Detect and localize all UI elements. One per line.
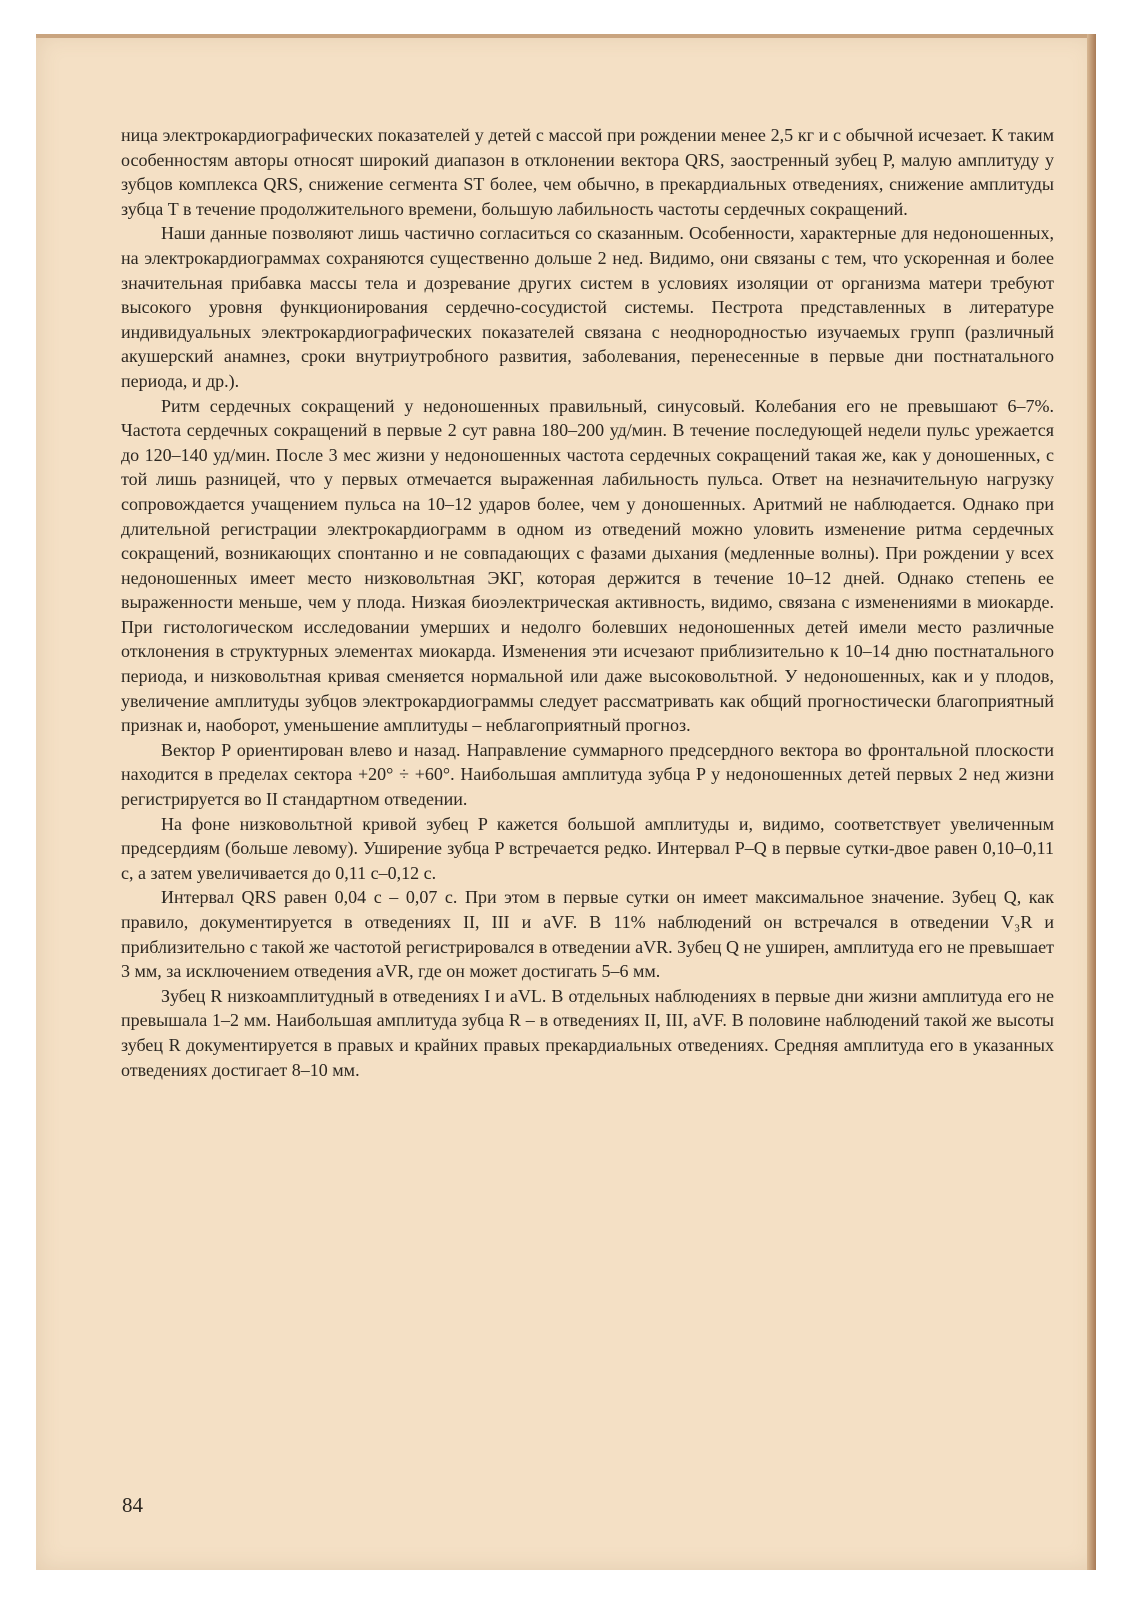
paragraph: Интервал QRS равен 0,04 с – 0,07 с. При этом в первые сутки он имеет максимальное значение. Зубец Q, как правило, документируется в отведениях II, III и aVF. В 11% наблюдений он встречался в отведении V₃R и приблизительно с такой же частотой регистрировался в отведении aVR. Зубец Q не уширен, амплитуда его не превышает 3 мм, за исключением отведения aVR, где он может достигать 5–6 мм.: [121, 887, 1054, 982]
book-page: [36, 34, 1096, 1570]
page-spine-shadow: [1087, 34, 1096, 1570]
paragraph: Вектор P ориентирован влево и назад. Направление суммарного предсердного вектора во фронтальной плоскости находится в пределах сектора +20° ÷ +60°. Наибольшая амплитуда зубца P у недоношенных детей первых 2 нед жизни регистрируется во II стандартном отведении.: [121, 739, 1054, 810]
paragraph: Наши данные позволяют лишь частично согласиться со сказанным. Особенности, характерные для недоношенных, на электрокардиограммах сохраняются существенно дольше 2 нед. Видимо, они связаны с тем, что ускоренная и более значительная прибавка массы тела и дозревание других систем в условиях изоляции от организма матери требуют высокого уровня функционирования сердечно-сосудистой системы. Пестрота представленных в литературе индивидуальных электрокардиографических показателей связана с неоднородностью изучаемых групп (различный акушерский анамнез, сроки внутриутробного развития, заболевания, перенесенные в первые дни постнатального периода, и др.).: [121, 223, 1054, 391]
paragraph: На фоне низковольтной кривой зубец P кажется большой амплитуды и, видимо, соответствует увеличенным предсердиям (больше левому). Уширение зубца P встречается редко. Интервал P–Q в первые сутки-двое равен 0,10–0,11 с, а затем увеличивается до 0,11 с–0,12 с.: [121, 813, 1054, 883]
page-top-edge: [36, 34, 1096, 38]
paragraph: Ритм сердечных сокращений у недоношенных правильный, синусовый. Колебания его не превышают 6–7%. Частота сердечных сокращений в первые 2 сут равна 180–200 уд/мин. В течение последующей недели пульс урежается до 120–140 уд/мин. После 3 мес жизни у недоношенных частота сердечных сокращений такая же, как у доношенных, с той лишь разницей, что у первых отмечается выраженная лабильность пульса. Ответ на незначительную нагрузку сопровождается учащением пульса на 10–12 ударов более, чем у доношенных. Аритмий не наблюдается. Однако при длительной регистрации электрокардиограмм в одном из отведений можно уловить изменение ритма сердечных сокращений, возникающих спонтанно и не совпадающих с фазами дыхания (медленные волны). При рождении у всех недоношенных имеет место низковольтная ЭКГ, которая держится в течение 10–12 дней. Однако степень ее выраженности меньше, чем у плода. Низкая биоэлектрическая активность, видимо, связана с изменениями в миокарде. При гистологическом исследовании умерших и недолго болевших недоношенных детей имели место различные отклонения в структурных элементах миокарда. Изменения эти исчезают приблизительно к 10–14 дню постнатального периода, и низковольтная кривая сменяется нормальной или даже высоковольтной. У недоношенных, как и у плодов, увеличение амплитуды зубцов электрокардиограммы следует рассматривать как общий прогностически благоприятный признак и, наоборот, уменьшение амплитуды – неблагоприятный прогноз.: [121, 395, 1054, 736]
page-body-text: [121, 123, 1054, 1082]
paragraph: Зубец R низкоамплитудный в отведениях I и aVL. В отдельных наблюдениях в первые дни жизни амплитуда его не превышала 1–2 мм. Наибольшая амплитуда зубца R – в отведениях II, III, aVF. В половине наблюдений такой же высоты зубец R документируется в правых и крайних правых прекардиальных отведениях. Средняя амплитуда его в указанных отведениях достигает 8–10 мм.: [121, 985, 1054, 1080]
page-number: 84: [122, 1493, 143, 1517]
paragraph-continued: ница электрокардиографических показателей у детей с массой при рождении менее 2,5 кг и с обычной исчезает. К таким особенностям авторы относят широкий диапазон в отклонении вектора QRS, заостренный зубец P, малую амплитуду у зубцов комплекса QRS, снижение сегмента ST более, чем обычно, в прекардиальных отведениях, снижение амплитуды зубца T в течение продолжительного времени, большую лабильность частоты сердечных сокращений.: [121, 125, 1054, 219]
